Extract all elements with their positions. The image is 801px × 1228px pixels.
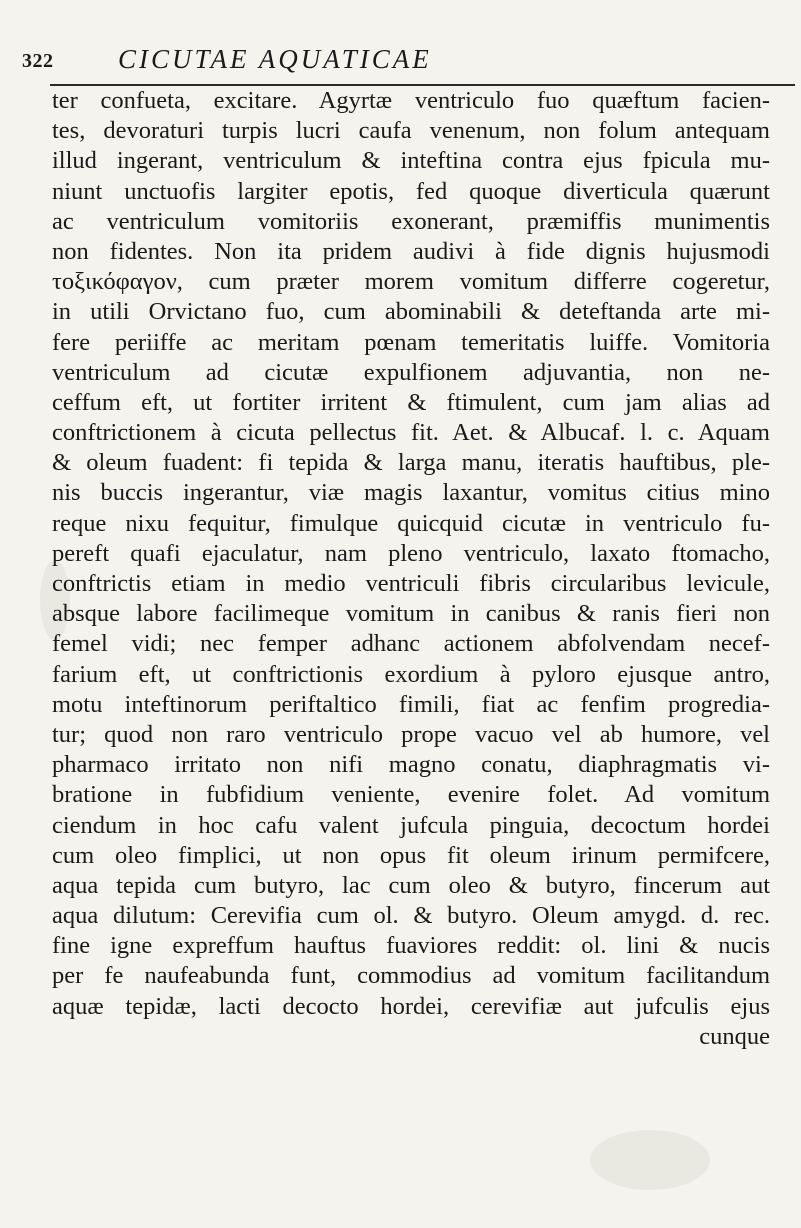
running-head: CICUTAE AQUATICAE: [118, 44, 432, 74]
text-line: bratione in fubfidium veniente, evenire folet. Ad vomitum: [52, 781, 770, 809]
text-line: per fe naufeabunda funt, commodius ad vomitum facilitandum: [52, 962, 770, 990]
text-line: conftrictionem à cicuta pellectus fit. Aet. & Albucaf. l. c. Aquam: [52, 419, 770, 447]
text-line: niunt unctuofis largiter epotis, fed quoque diverticula quærunt: [52, 177, 770, 205]
text-line: reque nixu fequitur, fimulque quicquid cicutæ in ventriculo fu-: [52, 509, 770, 537]
text-line: illud ingerant, ventriculum & inteftina contra ejus fpicula mu-: [52, 147, 770, 175]
text-line: aqua tepida cum butyro, lac cum oleo & butyro, fincerum aut: [52, 871, 770, 899]
text-line: ter confueta, excitare. Agyrtæ ventriculo fuo quæftum facien-: [52, 87, 770, 114]
text-line: fine igne expreffum hauftus fuaviores reddit: ol. lini & nucis: [52, 932, 770, 960]
text-line: ac ventriculum vomitoriis exonerant, præmiffis munimentis: [52, 207, 770, 235]
text-line: conftrictis etiam in medio ventriculi fibris circularibus levicule,: [52, 570, 770, 597]
body-text: [52, 86, 770, 1052]
text-line: tes, devoraturi turpis lucri caufa venenum, non folum antequam: [52, 117, 770, 145]
text-line: τοξικόφαγον, cum præter morem vomitum differre cogeretur,: [52, 268, 770, 296]
text-line: farium eft, ut conftrictionis exordium à pyloro ejusque antro,: [52, 660, 770, 688]
text-line: ceffum eft, ut fortiter irritent & ftimulent, cum jam alias ad: [52, 388, 770, 416]
text-line: pharmaco irritato non nifi magno conatu, diaphragmatis vi-: [52, 751, 770, 779]
text-line: nis buccis ingerantur, viæ magis laxantur, vomitus citius mino: [52, 479, 770, 507]
text-line: femel vidi; nec femper adhanc actionem abfolvendam necef-: [52, 630, 770, 658]
text-line: in utili Orvictano fuo, cum abominabili & deteftanda arte mi-: [52, 298, 770, 326]
text-line: motu inteftinorum periftaltico fimili, fiat ac fenfim progredia-: [52, 690, 770, 718]
text-line: & oleum fuadent: fi tepida & larga manu, iteratis hauftibus, ple-: [52, 449, 770, 477]
text-line: cunque: [699, 1022, 770, 1050]
text-line: ciendum in hoc cafu valent jufcula pinguia, decoctum hordei: [52, 811, 770, 839]
text-line: cum oleo fimplici, ut non opus fit oleum irinum permifcere,: [52, 841, 770, 869]
text-line: tur; quod non raro ventriculo prope vacuo vel ab humore, vel: [52, 720, 770, 748]
page-header: [22, 40, 792, 86]
text-line: absque labore facilimeque vomitum in canibus & ranis fieri non: [52, 600, 770, 628]
text-line: pereft quafi ejaculatur, nam pleno ventriculo, laxato ftomacho,: [52, 539, 770, 567]
text-line: non fidentes. Non ita pridem audivi à fide dignis hujusmodi: [52, 237, 770, 265]
text-line: ventriculum ad cicutæ expulfionem adjuvantia, non ne-: [52, 358, 770, 386]
text-line: aqua dilutum: Cerevifia cum ol. & butyro. Oleum amygd. d. rec.: [52, 902, 770, 930]
page-number: 322: [22, 50, 54, 72]
paper-stain: [590, 1130, 710, 1190]
text-line: aquæ tepidæ, lacti decocto hordei, cerevifiæ aut jufculis ejus: [52, 992, 770, 1020]
text-line: fere periiffe ac meritam pœnam temeritatis luiffe. Vomitoria: [52, 328, 770, 356]
